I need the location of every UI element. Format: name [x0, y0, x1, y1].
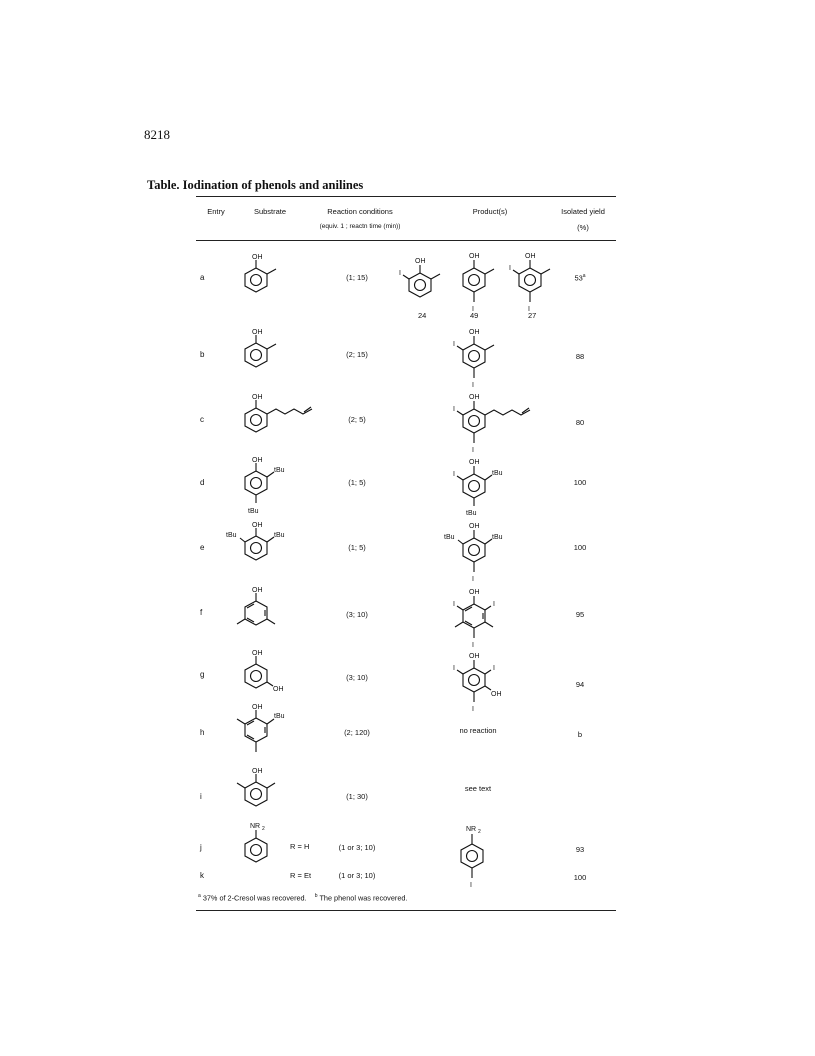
svg-text:tBu: tBu: [444, 534, 455, 541]
top-rule: [196, 196, 616, 197]
yield-c: 80: [575, 418, 585, 427]
footnote-b-text: The phenol was recovered.: [319, 893, 408, 903]
svg-text:OH: OH: [469, 394, 480, 401]
header-conditions-sub: (equiv. 1 ; reactn time (min)): [319, 223, 401, 230]
entry-i: i: [200, 792, 202, 801]
footnote-a-text: 37% of 2-Cresol was recovered.: [202, 893, 307, 903]
svg-text:I: I: [472, 382, 474, 389]
entry-e: e: [200, 543, 205, 552]
svg-text:I: I: [493, 601, 495, 608]
header-yield: Isolated yield: [561, 207, 605, 216]
yield-e: 100: [573, 543, 587, 552]
substrate-a-structure: [238, 252, 288, 302]
svg-text:OH: OH: [469, 459, 480, 466]
svg-text:OH: OH: [491, 691, 502, 698]
substrate-d-structure: [238, 455, 298, 525]
svg-text:tBu: tBu: [248, 508, 259, 515]
yield-f: 95: [575, 610, 585, 619]
svg-text:OH: OH: [469, 523, 480, 530]
svg-text:tBu: tBu: [466, 510, 477, 517]
svg-text:2: 2: [262, 826, 265, 832]
svg-text:2: 2: [478, 829, 481, 835]
yield-b: 88: [575, 352, 585, 361]
product-g-structure: [450, 646, 520, 718]
yield-g: 94: [575, 680, 585, 689]
svg-text:I: I: [472, 306, 474, 313]
product-a1-structure: [398, 253, 448, 303]
svg-text:OH: OH: [415, 258, 426, 265]
yield-d: 100: [573, 478, 587, 487]
substrate-g-structure: [238, 648, 298, 698]
table-title: Table. Iodination of phenols and anilines: [147, 178, 364, 192]
conditions-g: (3; 10): [346, 673, 368, 682]
substrate-j-structure: [238, 820, 288, 870]
svg-text:OH: OH: [469, 329, 480, 336]
svg-text:I: I: [453, 665, 455, 672]
substrate-a-oh: OH: [252, 254, 263, 261]
footnote-b-mark: b: [314, 893, 318, 899]
product-j-structure: [454, 820, 504, 892]
conditions-k: (1 or 3; 10): [338, 871, 376, 880]
svg-text:I: I: [453, 601, 455, 608]
entry-b: b: [200, 350, 205, 359]
conditions-b: (2; 15): [346, 350, 368, 359]
svg-text:I: I: [453, 471, 455, 478]
header-substrate: Substrate: [253, 207, 287, 216]
svg-text:OH: OH: [252, 394, 263, 401]
svg-text:tBu: tBu: [492, 534, 503, 541]
svg-text:OH: OH: [252, 522, 263, 529]
svg-text:I: I: [509, 265, 511, 272]
svg-text:OH: OH: [252, 587, 263, 594]
product-a3-structure: [506, 246, 556, 318]
svg-text:I: I: [399, 270, 401, 277]
svg-text:I: I: [470, 882, 472, 889]
product-a2-ratio: 49: [470, 311, 479, 320]
svg-text:I: I: [472, 447, 474, 454]
entry-a: a: [200, 273, 205, 282]
conditions-e: (1; 5): [348, 543, 366, 552]
svg-text:tBu: tBu: [274, 467, 285, 474]
product-d-structure: [450, 452, 520, 522]
svg-text:I: I: [453, 406, 455, 413]
conditions-a: (1; 15): [346, 273, 368, 282]
entry-h: h: [200, 728, 205, 737]
yield-a: 53$^a$: [574, 273, 586, 283]
svg-text:tBu: tBu: [226, 532, 237, 539]
svg-text:OH: OH: [469, 653, 480, 660]
footnote: [198, 893, 407, 902]
svg-text:OH: OH: [252, 650, 263, 657]
product-f-structure: [450, 582, 510, 654]
substrate-b-structure: [238, 327, 288, 377]
r-group-j: R = H: [290, 842, 310, 851]
substrate-h-structure: [232, 702, 302, 768]
product-b-structure: [450, 322, 500, 394]
bottom-rule: [196, 910, 616, 911]
conditions-i: (1; 30): [346, 792, 368, 801]
product-i-text: see text: [464, 784, 492, 793]
svg-text:OH: OH: [252, 457, 263, 464]
entry-j: j: [200, 843, 202, 852]
entry-g: g: [200, 670, 205, 679]
footnote-a-mark: a: [198, 893, 201, 899]
svg-text:OH: OH: [525, 253, 536, 260]
conditions-d: (1; 5): [348, 478, 366, 487]
svg-text:tBu: tBu: [274, 532, 285, 539]
header-entry: Entry: [207, 207, 225, 216]
header-products: Product(s): [472, 207, 508, 216]
substrate-i-structure: [232, 766, 292, 816]
entry-c: c: [200, 415, 204, 424]
product-e-structure: [438, 516, 518, 588]
substrate-c-structure: [238, 392, 328, 444]
svg-text:I: I: [472, 706, 474, 713]
conditions-j: (1 or 3; 10): [338, 843, 376, 852]
svg-text:tBu: tBu: [274, 713, 285, 720]
svg-text:tBu: tBu: [492, 470, 503, 477]
product-a2-structure: [455, 246, 500, 318]
substrate-f-structure: [232, 585, 292, 645]
page-number: 8218: [144, 127, 170, 142]
product-c-structure: [450, 387, 560, 457]
header-conditions: Reaction conditions: [327, 207, 393, 216]
header-yield-unit: (%): [577, 223, 589, 232]
svg-text:I: I: [472, 642, 474, 649]
svg-text:I: I: [453, 341, 455, 348]
svg-text:I: I: [493, 665, 495, 672]
svg-text:NR: NR: [250, 823, 261, 830]
product-h-text: no reaction: [459, 726, 497, 735]
svg-text:OH: OH: [252, 768, 263, 775]
svg-text:I: I: [528, 306, 530, 313]
entry-f: f: [200, 608, 203, 617]
yield-h: b: [577, 730, 583, 739]
svg-text:OH: OH: [252, 704, 263, 711]
r-group-k: R = Et: [290, 871, 312, 880]
conditions-c: (2; 5): [348, 415, 366, 424]
product-a1-ratio: 24: [418, 311, 427, 320]
yield-j: 93: [575, 845, 585, 854]
svg-text:OH: OH: [469, 589, 480, 596]
svg-text:I: I: [472, 576, 474, 583]
svg-text:OH: OH: [469, 253, 480, 260]
svg-text:OH: OH: [273, 686, 284, 693]
entry-d: d: [200, 478, 205, 487]
substrate-e-structure: [226, 520, 306, 570]
yield-k: 100: [573, 873, 587, 882]
svg-text:OH: OH: [252, 329, 263, 336]
product-a3-ratio: 27: [528, 311, 537, 320]
entry-k: k: [200, 871, 204, 880]
conditions-h: (2; 120): [344, 728, 370, 737]
conditions-f: (3; 10): [346, 610, 368, 619]
svg-text:NR: NR: [466, 826, 477, 833]
header-rule: [196, 240, 616, 241]
